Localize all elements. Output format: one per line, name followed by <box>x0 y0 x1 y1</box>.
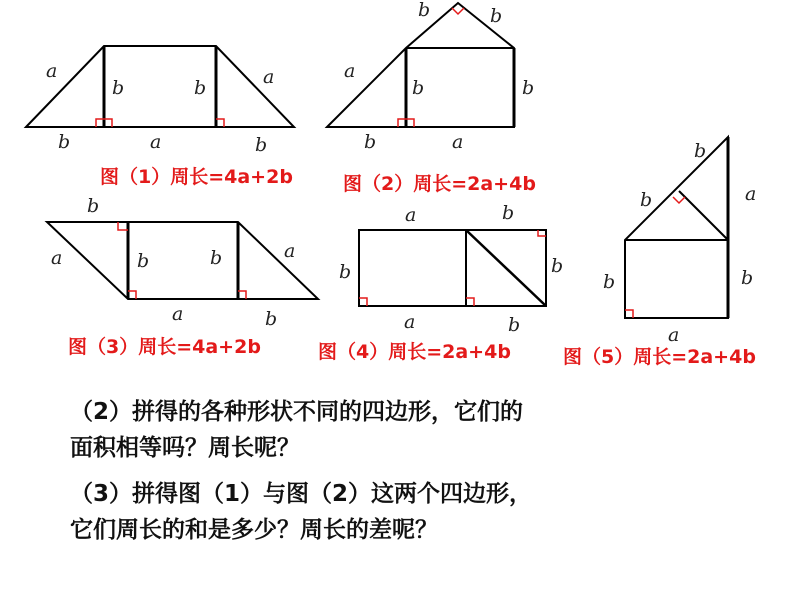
figure-4-label: a <box>404 311 416 333</box>
figure-5-label: a <box>745 183 757 205</box>
figure-3-label: a <box>172 303 184 325</box>
figure-1-trapezoid <box>26 46 294 127</box>
figure-4-label: b <box>502 202 515 224</box>
figure-3-label: b <box>137 250 150 272</box>
figure-3-parallelogram <box>47 222 318 299</box>
question-2-line-1: （2）拼得的各种形状不同的四边形，它们的 <box>70 399 524 425</box>
figure-5-label: b <box>640 189 653 211</box>
right-angle-mark <box>359 298 367 306</box>
figure-3-label: a <box>284 240 296 262</box>
figure-3-label: b <box>210 247 223 269</box>
figure-5-label: a <box>668 324 680 346</box>
figure-1-label: a <box>46 60 58 82</box>
figure-5-caption: 图（5）周长=2a+4b <box>563 346 756 368</box>
figure-4-label: a <box>405 204 417 226</box>
question-2-line-2: 面积相等吗？周长呢？ <box>70 435 300 461</box>
figure-5-label: b <box>694 140 707 162</box>
figure-5-triangle-side <box>679 191 728 240</box>
figure-2-label: a <box>344 60 356 82</box>
figure-2-label: b <box>418 0 431 21</box>
figure-3-label: b <box>265 308 278 330</box>
right-angle-mark <box>452 8 464 14</box>
figure-1 <box>26 46 294 188</box>
figure-1-label: b <box>255 134 268 156</box>
figure-3-label: b <box>87 195 100 217</box>
figure-4-label: b <box>339 261 352 283</box>
question-3-line-2: 它们周长的和是多少？周长的差呢？ <box>70 517 438 543</box>
figure-2-label: b <box>412 77 425 99</box>
figure-1-label: a <box>150 131 162 153</box>
question-3-line-1: （3）拼得图（1）与图（2）这两个四边形， <box>70 481 533 507</box>
figure-1-caption: 图（1）周长=4a+2b <box>100 166 293 188</box>
figure-2-caption: 图（2）周长=2a+4b <box>343 173 536 195</box>
figure-3-label: a <box>51 247 63 269</box>
figure-2-label: b <box>364 131 377 153</box>
figure-5-label: b <box>603 271 616 293</box>
figure-4 <box>318 202 563 363</box>
figure-5 <box>563 137 756 368</box>
figure-2 <box>327 0 536 195</box>
figure-1-label: b <box>194 77 207 99</box>
right-angle-mark <box>625 310 633 318</box>
figure-5-outline <box>625 137 728 318</box>
figure-1-label: a <box>263 66 275 88</box>
right-angle-mark <box>673 197 685 203</box>
figure-4-diagonal <box>466 230 546 306</box>
figure-2-label: b <box>490 5 503 27</box>
figure-1-label: b <box>112 77 125 99</box>
figure-4-caption: 图（4）周长=2a+4b <box>318 341 511 363</box>
right-angle-mark <box>466 298 474 306</box>
figure-3 <box>47 195 318 358</box>
figure-4-label: b <box>508 314 521 336</box>
figure-4-label: b <box>551 255 564 277</box>
figure-2-label: a <box>452 131 464 153</box>
figure-2-label: b <box>522 77 535 99</box>
figure-3-caption: 图（3）周长=4a+2b <box>68 336 261 358</box>
figure-5-label: b <box>741 267 754 289</box>
figure-1-label: b <box>58 131 71 153</box>
figure-4-rectangle <box>359 230 466 306</box>
